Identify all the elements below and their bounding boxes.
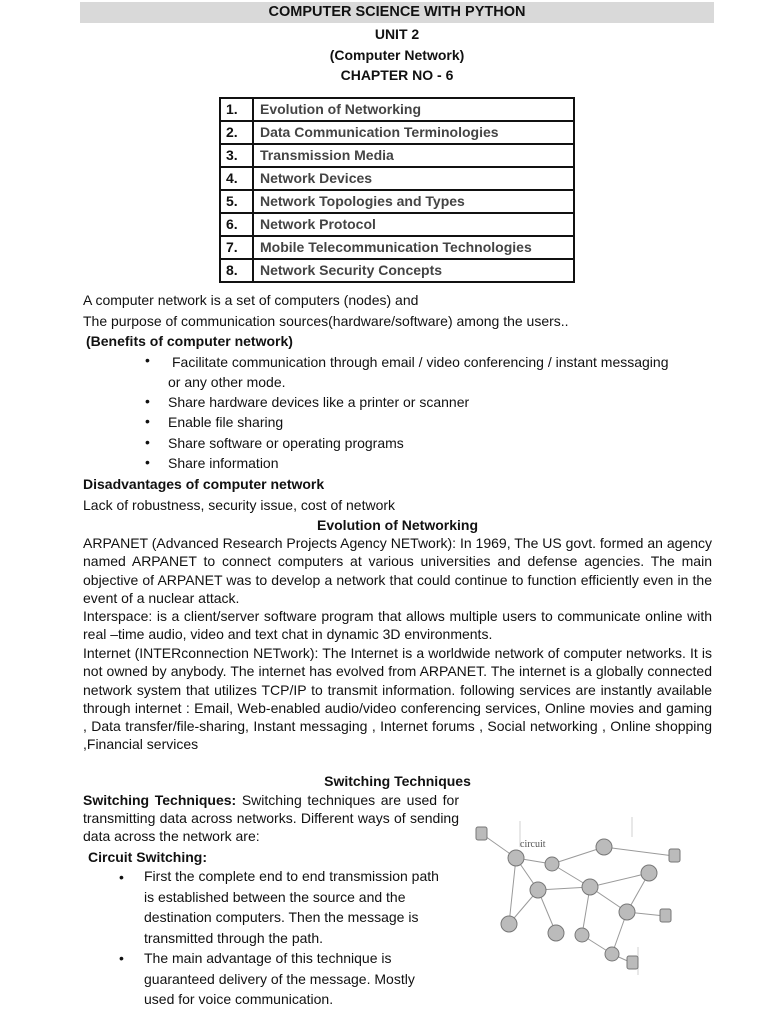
list-item: Enable file sharing <box>168 414 284 430</box>
node-icon <box>508 850 524 866</box>
switching-heading: Switching Techniques <box>324 773 471 789</box>
node-icon <box>596 839 612 855</box>
toc-label: Network Devices <box>253 167 574 190</box>
page-title: COMPUTER SCIENCE WITH PYTHON <box>268 4 526 20</box>
table-row <box>220 213 574 236</box>
node-icon <box>575 928 589 942</box>
toc-label: Transmission Media <box>253 144 574 167</box>
bullet-icon: • <box>119 869 124 885</box>
toc-number: 4. <box>220 167 253 190</box>
intro-line-1: A computer network is a set of computers (nodes) and <box>83 292 419 308</box>
list-item: Share information <box>168 455 279 471</box>
toc-number: 3. <box>220 144 253 167</box>
toc-number: 6. <box>220 213 253 236</box>
circuit-network-diagram <box>472 817 712 977</box>
terminal-icon <box>476 827 487 840</box>
toc-number: 5. <box>220 190 253 213</box>
bullet-icon: • <box>145 352 150 368</box>
node-icon <box>548 925 564 941</box>
node-icon <box>641 865 657 881</box>
list-item: Share software or operating programs <box>168 435 404 451</box>
disadvantages-heading: Disadvantages of computer network <box>83 476 325 492</box>
table-row <box>220 121 574 144</box>
list-item: First the complete end to end transmission path is established between the source and the destination computers. Then the message is transmitted through the path. <box>144 868 439 946</box>
toc-number: 2. <box>220 121 253 144</box>
toc-label: Network Security Concepts <box>253 259 574 282</box>
bullet-icon: • <box>145 393 150 409</box>
switching-lead: Switching Techniques: <box>83 792 237 808</box>
bullet-icon: • <box>145 413 150 429</box>
table-row <box>220 167 574 190</box>
table-row <box>220 236 574 259</box>
subject-label: (Computer Network) <box>329 47 465 63</box>
switching-lead-text: Switching techniques are used for transmitting data across networks. Different ways of sending data across the network are: <box>83 792 460 844</box>
toc-number: 1. <box>220 98 253 121</box>
unit-label: UNIT 2 <box>374 26 420 42</box>
terminal-icon <box>669 849 680 862</box>
circuit-heading: Circuit Switching: <box>88 849 207 865</box>
node-icon <box>582 879 598 895</box>
bullet-icon: • <box>119 950 124 966</box>
chapter-label: CHAPTER NO - 6 <box>340 67 454 83</box>
node-icon <box>530 882 546 898</box>
intro-line-2: The purpose of communication sources(hardware/software) among the users.. <box>83 313 569 329</box>
figure-label: circuit <box>520 839 546 850</box>
toc-label: Network Protocol <box>253 213 574 236</box>
list-item: Share hardware devices like a printer or scanner <box>168 394 470 410</box>
disadvantages-text: Lack of robustness, security issue, cost of network <box>83 497 396 513</box>
internet-paragraph: Internet (INTERconnection NETwork): The Internet is a worldwide network of computer networks. It is not owned by anybody. The internet has evolved from ARPANET. The internet is a globally connected network system that utilizes TCP/IP to transmit information. following services are instantly available through internet : Email, Web-enabled audio/video conferencing services, Online movies and gaming , Data transfer/file-sharing, Instant messaging , Internet forums , Social networking , Online shopping ,Financial services <box>83 645 712 753</box>
arpanet-paragraph: ARPANET (Advanced Research Projects Agency NETwork): In 1969, The US govt. formed an agency named ARPANET to connect computers at various universities and defense agencies. The main objective of ARPANET was to develop a network that could continue to function efficiently even in the event of a nuclear attack. <box>83 535 712 606</box>
table-row <box>220 144 574 167</box>
toc-number: 7. <box>220 236 253 259</box>
interspace-paragraph: Interspace: is a client/server software program that allows multiple users to communicate online with real –time audio, video and text chat in dynamic 3D environments. <box>83 608 712 643</box>
toc-label: Evolution of Networking <box>253 98 574 121</box>
toc-label: Data Communication Terminologies <box>253 121 574 144</box>
node-icon <box>619 904 635 920</box>
list-item: Facilitate communication through email / video conferencing / instant messaging <box>172 354 669 370</box>
table-row <box>220 190 574 213</box>
node-icon <box>605 947 619 961</box>
node-icon <box>501 916 517 932</box>
toc-number: 8. <box>220 259 253 282</box>
evolution-heading: Evolution of Networking <box>317 517 478 533</box>
table-row <box>220 98 574 121</box>
toc-label: Mobile Telecommunication Technologies <box>253 236 574 259</box>
node-icon <box>545 857 559 871</box>
list-item: The main advantage of this technique is guaranteed delivery of the message. Mostly used for voice communication. <box>144 950 415 1007</box>
table-row <box>220 259 574 282</box>
switching-intro <box>83 791 459 845</box>
contents-table <box>219 97 575 283</box>
toc-label: Network Topologies and Types <box>253 190 574 213</box>
bullet-icon: • <box>145 434 150 450</box>
terminal-icon <box>627 956 638 969</box>
terminal-icon <box>660 909 671 922</box>
benefits-heading: (Benefits of computer network) <box>86 333 293 349</box>
list-item: or any other mode. <box>168 374 286 390</box>
bullet-icon: • <box>145 454 150 470</box>
